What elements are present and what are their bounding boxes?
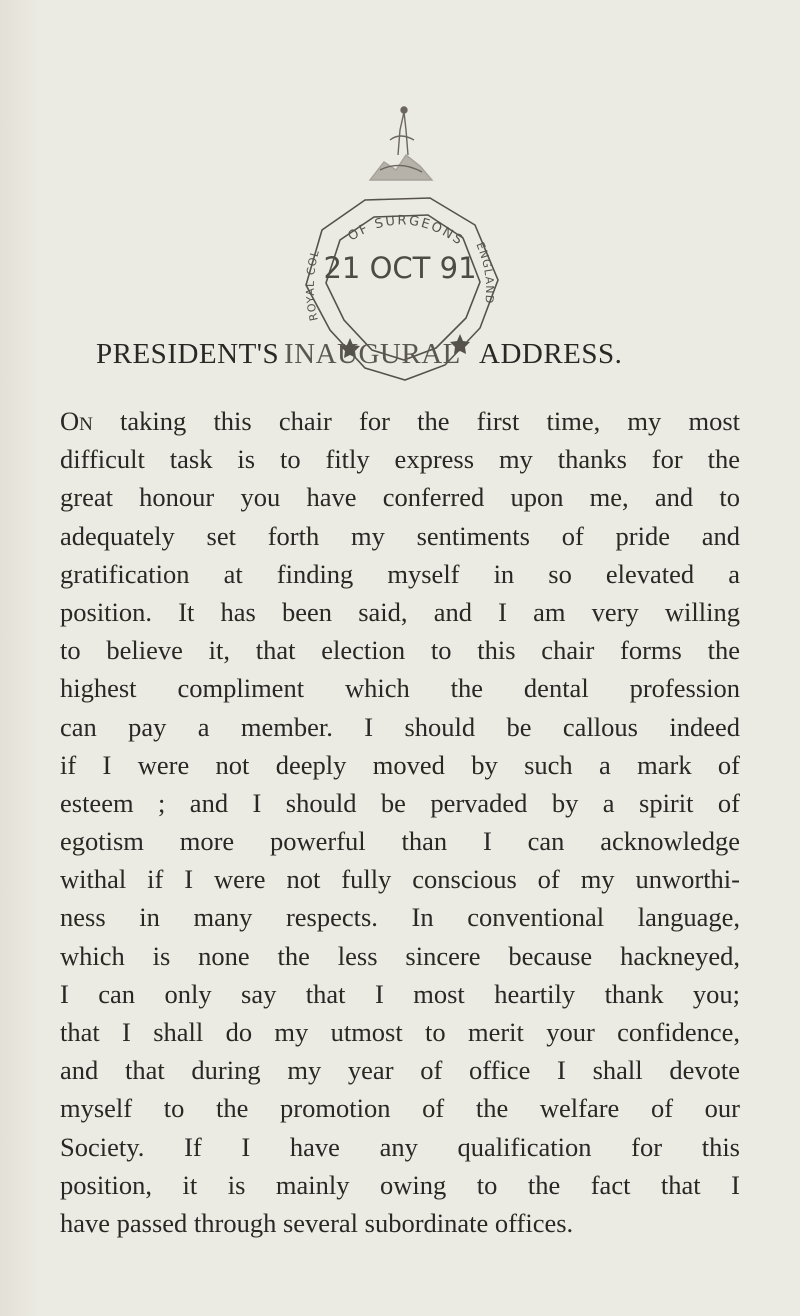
heading-word-address: ADDRESS. xyxy=(479,338,623,370)
stamp-ring-right: ENGLAND xyxy=(473,240,497,305)
text-line: have passed through several subordinate offices. xyxy=(60,1207,574,1238)
text-line: I can only say that I most heartily thank you; xyxy=(60,978,740,1009)
address-paragraph xyxy=(60,402,740,1242)
stamp-ring-top: OF SURGEONS xyxy=(345,213,467,250)
text-line: to believe it, that election to this chair forms the xyxy=(60,635,740,666)
text-line: and that during my year of office I shall devote xyxy=(60,1055,740,1086)
text-line: highest compliment which the dental profession xyxy=(60,673,740,704)
text-line: that I shall do my utmost to merit your confidence, xyxy=(60,1017,740,1047)
stamp-ring-left: ROYAL COL xyxy=(303,248,322,323)
text-line: position. It has been said, and I am very willing xyxy=(60,596,740,627)
crest-emblem xyxy=(340,100,460,185)
lead-word: On xyxy=(60,406,93,436)
stamp-date: 21 OCT 91 xyxy=(323,251,477,285)
heading-word-inaugural: INAUGURAL xyxy=(284,338,461,370)
text-line: esteem ; and I should be pervaded by a spirit of xyxy=(60,787,740,818)
text-line: Society. If I have any qualification for this xyxy=(60,1131,740,1162)
text-line: can pay a member. I should be callous indeed xyxy=(60,711,740,742)
text-line: if I were not deeply moved by such a mark of xyxy=(60,749,740,780)
text-line: position, it is mainly owing to the fact that I xyxy=(60,1169,740,1200)
text-line: great honour you have conferred upon me, and to xyxy=(60,482,740,513)
text-line: myself to the promotion of the welfare of our xyxy=(60,1093,740,1124)
text-line: egotism more powerful than I can acknowledge xyxy=(60,826,740,857)
text-line: ness in many respects. In conventional language, xyxy=(60,902,740,933)
text-line: adequately set forth my sentiments of pride and xyxy=(60,520,740,551)
heading-word-presidents: PRESIDENT'S xyxy=(96,338,280,370)
text-line: On taking this chair for the first time, my most xyxy=(60,406,740,436)
text-line: which is none the less sincere because hackneyed, xyxy=(60,940,740,971)
text-line: gratification at finding myself in so elevated a xyxy=(60,558,740,589)
text-line: difficult task is to fitly express my thanks for the xyxy=(60,444,740,475)
text-line: withal if I were not fully conscious of my unworthi- xyxy=(60,864,740,895)
